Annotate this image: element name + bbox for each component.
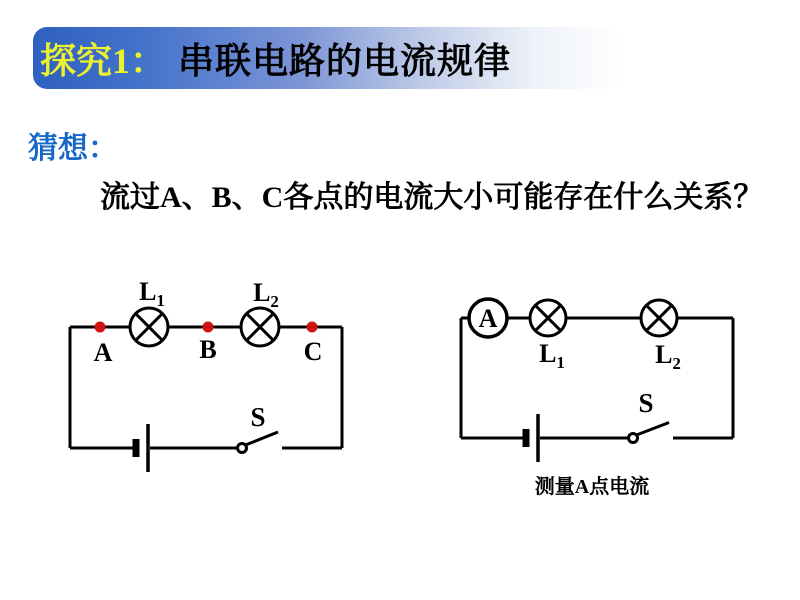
right-switch-label: S <box>638 388 654 418</box>
lamp-l2-symbol <box>241 308 279 346</box>
page-title: 串联电路的电流规律 <box>178 40 512 81</box>
point-a-dot <box>95 322 106 333</box>
question-text: 流过A、B、C各点的电流大小可能存在什么关系？ <box>100 181 764 214</box>
point-b-label: B <box>199 335 217 364</box>
lamp-l1-label: $L_1$ <box>139 277 165 310</box>
switch-blade <box>246 432 279 445</box>
title-banner <box>33 27 623 89</box>
lamp-l2-label: $L_2$ <box>253 278 279 311</box>
lamp-l1-label: $L_1$ <box>539 339 565 372</box>
lamp-l2-label: $L_2$ <box>655 340 681 373</box>
point-b-dot <box>203 322 214 333</box>
switch-pivot <box>238 444 247 453</box>
point-c-dot <box>307 322 318 333</box>
title-tag: 探究1： <box>40 40 167 81</box>
right-circuit-caption: 测量A点电流 <box>534 476 650 498</box>
lamp-l1-symbol <box>130 308 168 346</box>
guess-label: 猜想： <box>28 132 118 165</box>
switch-blade <box>637 423 670 436</box>
ammeter-letter: A <box>478 304 498 333</box>
switch-pivot <box>629 434 638 443</box>
point-c-label: C <box>303 337 323 366</box>
lamp-l2-symbol <box>641 300 677 336</box>
lamp-l1-symbol <box>530 300 566 336</box>
left-switch-label: S <box>250 402 266 432</box>
series-circuit-diagram <box>60 300 350 480</box>
point-a-label: A <box>93 338 113 367</box>
